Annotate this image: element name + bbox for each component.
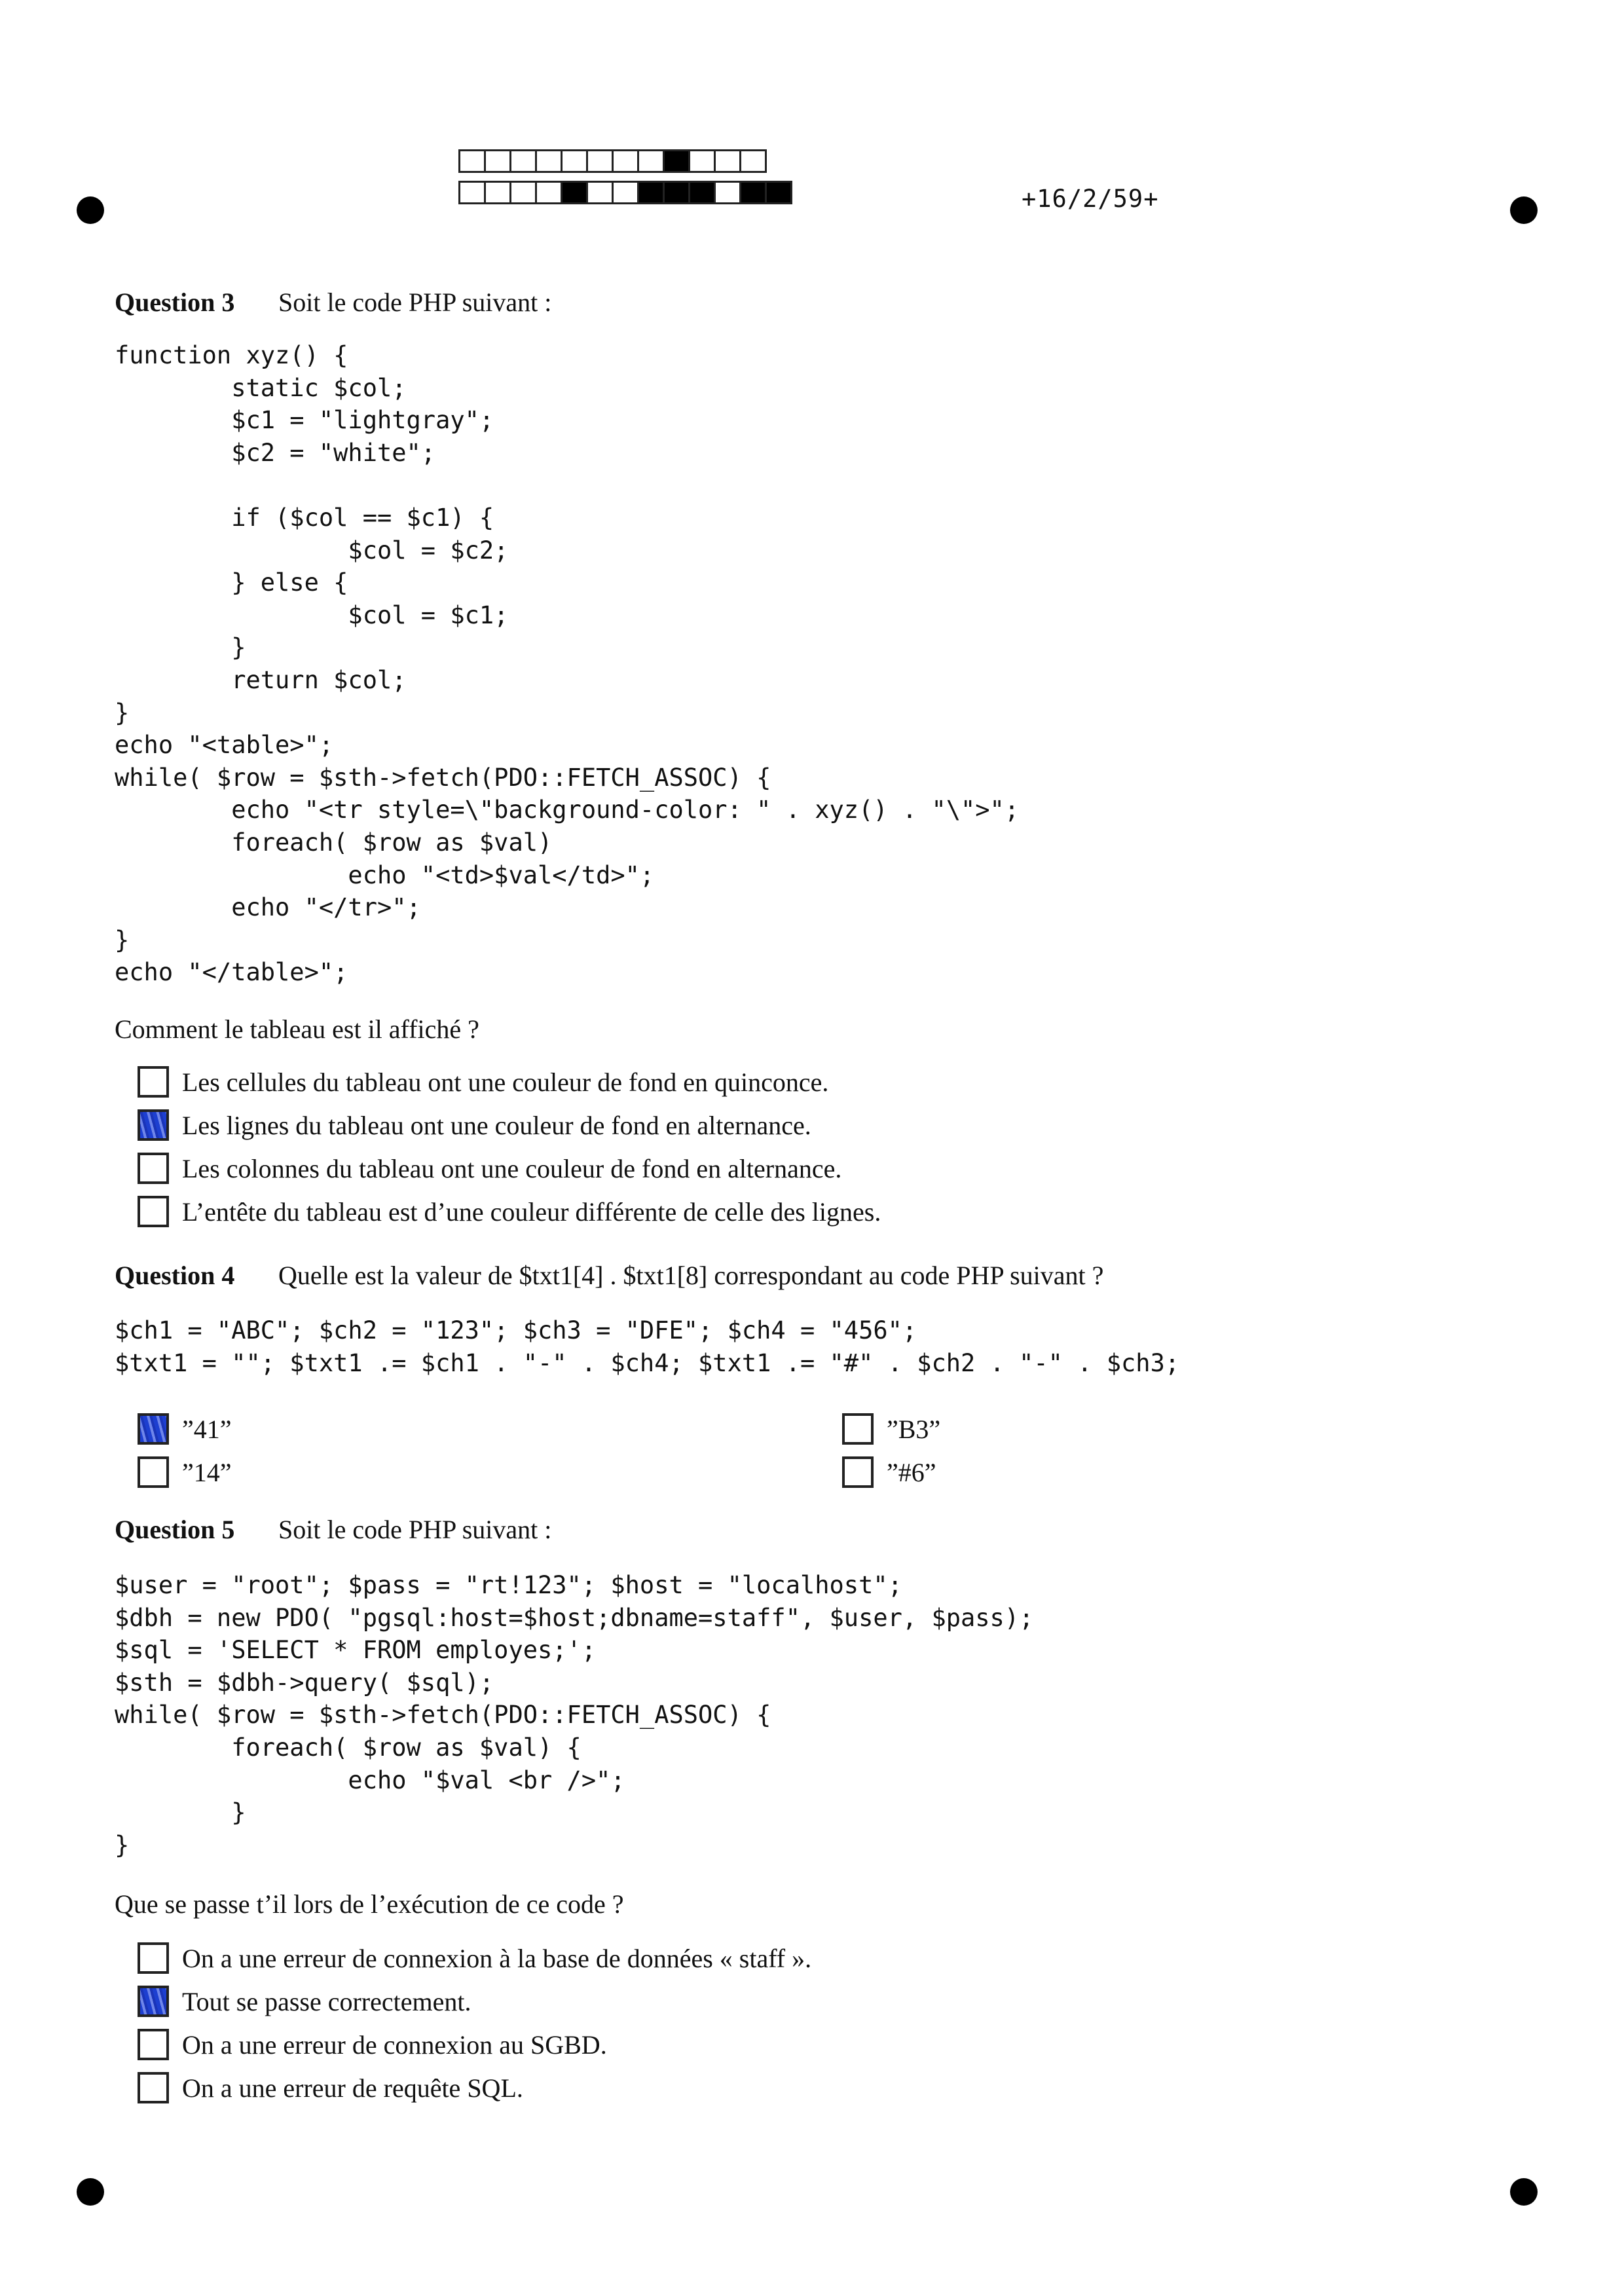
q5-option-2-label: Tout se passe correctement. bbox=[182, 1986, 471, 2016]
q3-option-2-checkbox[interactable] bbox=[138, 1109, 169, 1141]
id-grid-cell bbox=[458, 181, 486, 204]
q3-option-4-label: L’entête du tableau est d’une couleur différente de celle des lignes. bbox=[182, 1196, 881, 1227]
id-grid-cell bbox=[586, 181, 614, 204]
id-grid-cell bbox=[458, 149, 486, 173]
q5-option-2-checkbox[interactable] bbox=[138, 1986, 169, 2017]
question-3-label: Question 3 bbox=[115, 287, 235, 317]
id-grid-cell bbox=[663, 149, 690, 173]
q5-option-1[interactable] bbox=[138, 1942, 811, 1974]
id-grid-cell bbox=[739, 181, 767, 204]
id-grid-cell bbox=[714, 149, 741, 173]
id-grid-cell bbox=[714, 181, 741, 204]
id-grid-row-1 bbox=[458, 149, 765, 173]
q3-option-4-checkbox[interactable] bbox=[138, 1196, 169, 1227]
id-grid-cell bbox=[561, 149, 588, 173]
q5-option-3[interactable] bbox=[138, 2029, 607, 2060]
question-4-code: $ch1 = "ABC"; $ch2 = "123"; $ch3 = "DFE"; $ch4 = "456"; $txt1 = ""; $txt1 .= $ch1 . "-" . $ch4; $txt1 .= "#" . $ch2 . "-" . $ch3; bbox=[115, 1316, 1180, 1377]
question-4-intro: Quelle est la valeur de $txt1[4] . $txt1[8] correspondant au code PHP suivant ? bbox=[278, 1261, 1104, 1290]
q3-option-4[interactable] bbox=[138, 1196, 881, 1227]
q5-option-2[interactable] bbox=[138, 1986, 471, 2017]
q4-option-2-label: ”B3” bbox=[887, 1414, 941, 1444]
q4-option-3-label: ”14” bbox=[182, 1457, 232, 1487]
q4-option-1-checkbox[interactable] bbox=[138, 1413, 169, 1445]
question-3-heading bbox=[115, 287, 551, 318]
id-grid-cell bbox=[637, 181, 665, 204]
question-3-prompt: Comment le tableau est il affiché ? bbox=[115, 1014, 479, 1044]
q3-option-1[interactable] bbox=[138, 1066, 828, 1098]
q5-option-4-label: On a une erreur de requête SQL. bbox=[182, 2073, 523, 2103]
q5-option-1-checkbox[interactable] bbox=[138, 1942, 169, 1974]
id-grid-cell bbox=[688, 181, 716, 204]
id-grid-cell bbox=[688, 149, 716, 173]
registration-mark-top-right bbox=[1510, 196, 1538, 224]
id-grid-cell bbox=[535, 181, 563, 204]
q3-option-1-label: Les cellules du tableau ont une couleur de fond en quinconce. bbox=[182, 1067, 829, 1097]
registration-mark-bottom-right bbox=[1510, 2178, 1538, 2206]
q3-option-3-checkbox[interactable] bbox=[138, 1153, 169, 1184]
q3-option-2[interactable] bbox=[138, 1109, 811, 1141]
q4-option-1[interactable] bbox=[138, 1413, 232, 1445]
id-grid-cell bbox=[509, 181, 537, 204]
q5-option-1-label: On a une erreur de connexion à la base de données « staff ». bbox=[182, 1943, 812, 1973]
q3-option-3[interactable] bbox=[138, 1153, 841, 1184]
question-5-label: Question 5 bbox=[115, 1515, 235, 1544]
id-grid-cell bbox=[637, 149, 665, 173]
registration-mark-top-left bbox=[77, 196, 104, 224]
q3-option-2-label: Les lignes du tableau ont une couleur de fond en alternance. bbox=[182, 1110, 811, 1140]
id-grid-cell bbox=[509, 149, 537, 173]
q3-option-3-label: Les colonnes du tableau ont une couleur de fond en alternance. bbox=[182, 1153, 842, 1183]
id-grid-cell bbox=[535, 149, 563, 173]
registration-mark-bottom-left bbox=[77, 2178, 104, 2206]
question-4-label: Question 4 bbox=[115, 1261, 235, 1290]
id-grid-cell bbox=[484, 181, 511, 204]
id-grid-cell bbox=[586, 149, 614, 173]
q4-option-1-label: ”41” bbox=[182, 1414, 232, 1444]
q3-option-1-checkbox[interactable] bbox=[138, 1066, 169, 1098]
q5-option-3-checkbox[interactable] bbox=[138, 2029, 169, 2060]
q4-option-3-checkbox[interactable] bbox=[138, 1456, 169, 1488]
question-5-intro: Soit le code PHP suivant : bbox=[278, 1515, 552, 1544]
question-3-intro: Soit le code PHP suivant : bbox=[278, 287, 552, 317]
question-5-heading bbox=[115, 1514, 551, 1545]
id-grid-row-2 bbox=[458, 181, 790, 204]
q5-option-3-label: On a une erreur de connexion au SGBD. bbox=[182, 2029, 607, 2060]
id-grid-cell bbox=[765, 181, 792, 204]
id-grid-cell bbox=[484, 149, 511, 173]
q4-option-4[interactable] bbox=[842, 1456, 936, 1488]
q4-option-3[interactable] bbox=[138, 1456, 232, 1488]
id-grid-cell bbox=[739, 149, 767, 173]
id-grid-cell bbox=[561, 181, 588, 204]
question-5-code: $user = "root"; $pass = "rt!123"; $host = "localhost"; $dbh = new PDO( "pgsql:host=$host;dbname=staff", $user, $pass); $sql = 'SELECT * FROM employes;'; $sth = $dbh->query( $sql); while( $row = $sth->fetch(PDO::FETCH_ASSOC) { foreach( $row as $val) { echo "$val <br />"; } } bbox=[115, 1571, 1034, 1859]
q4-option-4-label: ”#6” bbox=[887, 1457, 936, 1487]
q4-option-2[interactable] bbox=[842, 1413, 940, 1445]
id-grid-cell bbox=[612, 149, 639, 173]
q4-option-2-checkbox[interactable] bbox=[842, 1413, 874, 1445]
q4-option-4-checkbox[interactable] bbox=[842, 1456, 874, 1488]
question-4-heading bbox=[115, 1260, 1103, 1291]
id-grid-cell bbox=[612, 181, 639, 204]
q5-option-4-checkbox[interactable] bbox=[138, 2072, 169, 2103]
q5-option-4[interactable] bbox=[138, 2072, 523, 2103]
page-id: +16/2/59+ bbox=[1022, 185, 1159, 213]
question-5-prompt: Que se passe t’il lors de l’exécution de ce code ? bbox=[115, 1889, 624, 1919]
id-grid-cell bbox=[663, 181, 690, 204]
question-3-code: function xyz() { static $col; $c1 = "lightgray"; $c2 = "white"; if ($col == $c1) { $col = $c2; } else { $col = $c1; } return $col; } echo "<table>"; while( $row = $sth->fetch(PDO::FETCH_ASSOC) { echo "<tr style=\"background-color: " . xyz() . "\">"; foreach( $row as $val) echo "<td>$val</td>"; echo "</tr>"; } echo "</table>"; bbox=[115, 341, 1020, 987]
